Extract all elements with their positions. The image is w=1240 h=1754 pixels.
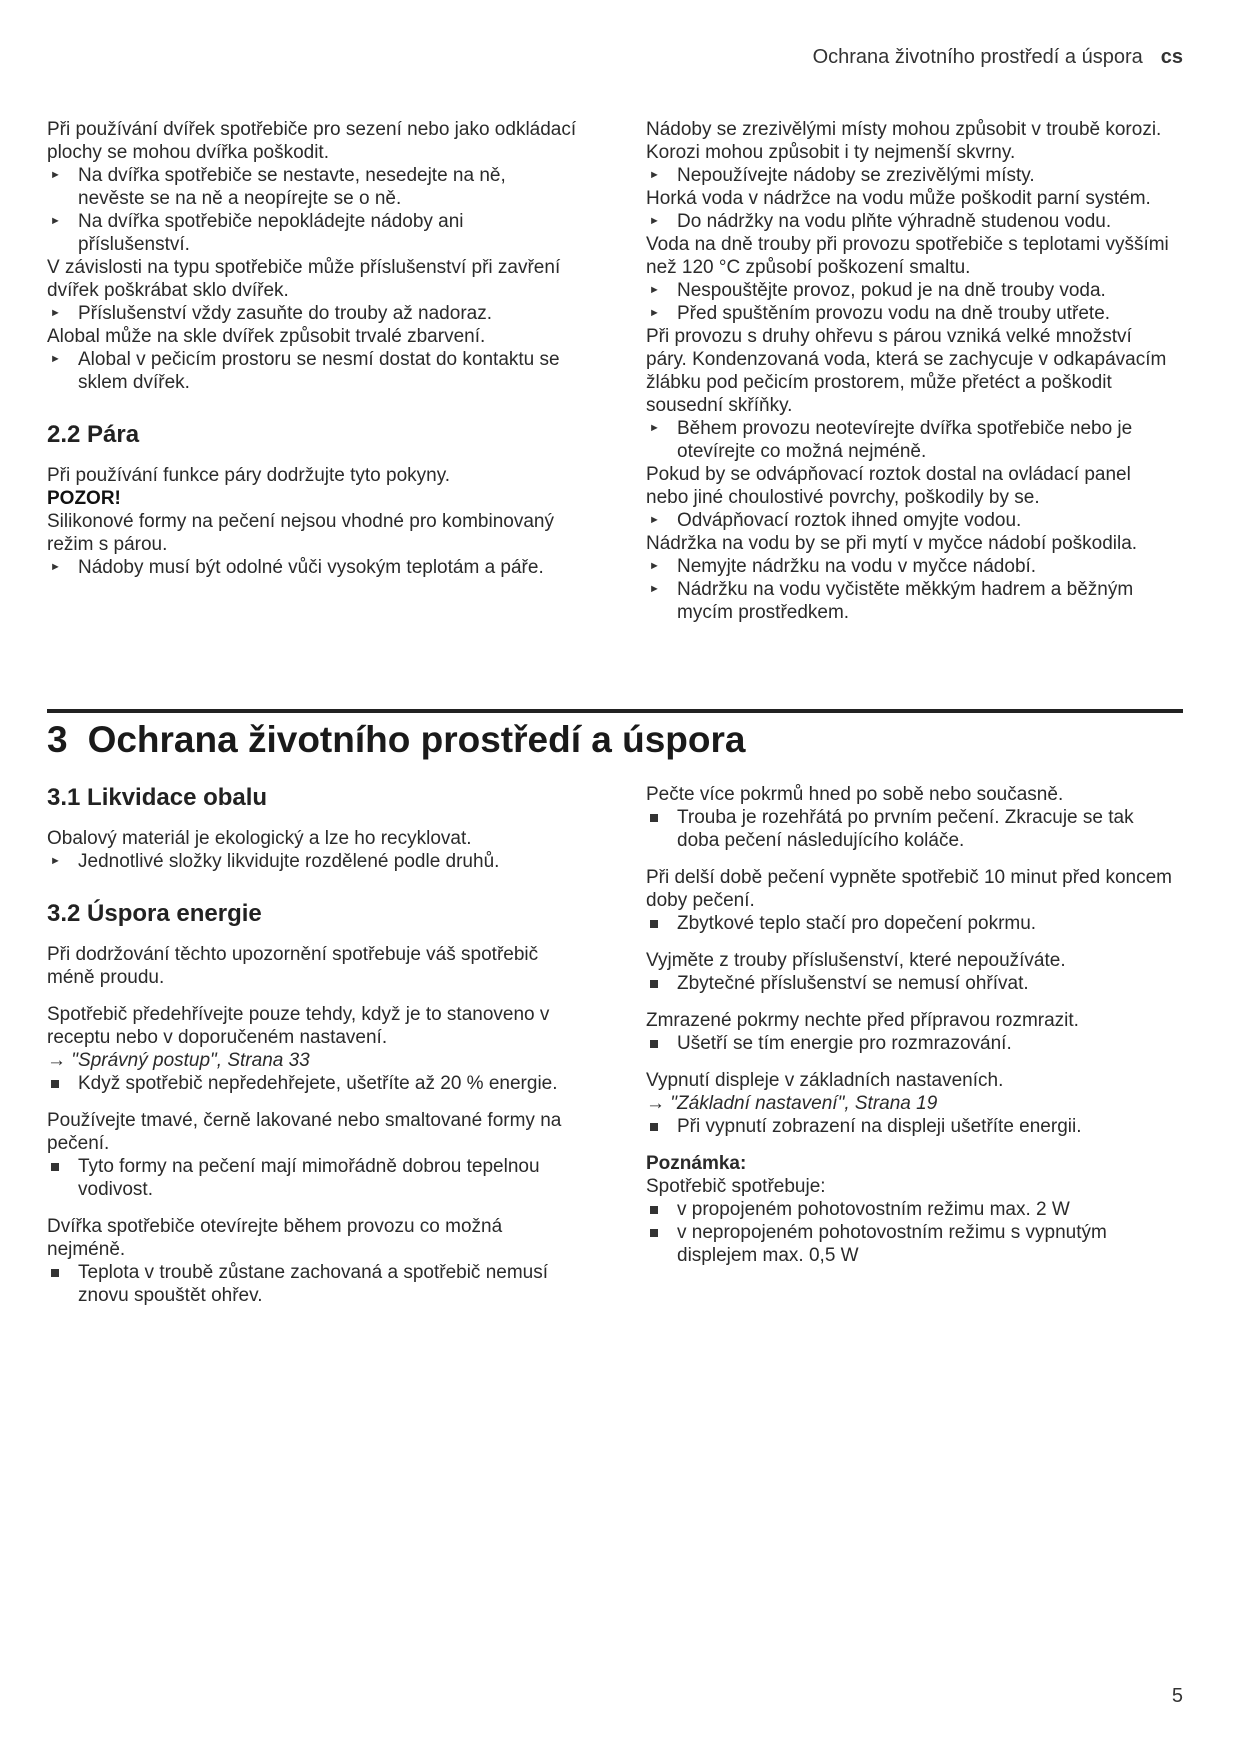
warning-label: POZOR!: [47, 488, 121, 509]
note-item: v nepropojeném pohotovostním režimu s vypnutým displejem max. 0,5 W: [646, 1221, 1176, 1267]
result-item: Ušetří se tím energie pro rozmrazování.: [646, 1032, 1176, 1055]
result-item: Trouba je rozehřátá po prvním pečení. Zkracuje se tak doba pečení následujícího koláče.: [646, 806, 1176, 852]
note-title: Poznámka:: [646, 1153, 747, 1174]
paragraph: Nádoby se zrezivělými místy mohou způsobit v troubě korozi. Korozi mohou způsobit i ty nejmenší skvrny.: [646, 119, 1162, 163]
paragraph: Při používání dvířek spotřebiče pro sezení nebo jako odkládací plochy se mohou dvířka poškodit.: [47, 119, 577, 163]
result-item: Při vypnutí zobrazení na displeji ušetříte energii.: [646, 1115, 1176, 1138]
instruction-item: ► Příslušenství vždy zasuňte do trouby až nadoraz.: [47, 302, 577, 325]
paragraph: V závislosti na typu spotřebiče může příslušenství při zavření dvířek poškrábat sklo dvířek.: [47, 257, 561, 301]
cross-reference-link[interactable]: → "Správný postup", Strana 33: [47, 1050, 310, 1071]
section-heading-para: 2.2 Pára: [47, 421, 140, 448]
paragraph: Horká voda v nádržce na vodu může poškodit parní systém.: [646, 188, 1151, 209]
instruction-item: ► Nádoby musí být odolné vůči vysokým teplotám a páře.: [47, 556, 577, 579]
instruction-item: ► Do nádržky na vodu plňte výhradně studenou vodu.: [646, 210, 1176, 233]
paragraph: Vypnutí displeje v základních nastaveních.: [646, 1070, 1004, 1091]
paragraph: Alobal může na skle dvířek způsobit trvalé zbarvení.: [47, 326, 486, 347]
instruction-item: ► Na dvířka spotřebiče se nestavte, nesedejte na ně, nevěste se na ně a neopírejte se o ně.: [47, 164, 577, 210]
section-heading-likvidace: 3.1 Likvidace obalu: [47, 784, 268, 811]
paragraph: Při dodržování těchto upozornění spotřebuje váš spotřebič méně proudu.: [47, 944, 539, 988]
chapter-title: Ochrana životního prostředí a úspora: [87, 719, 746, 760]
paragraph: Pokud by se odvápňovací roztok dostal na ovládací panel nebo jiné choulostivé povrchy, poškodily by se.: [646, 464, 1131, 508]
result-item: Když spotřebič nepředehřejete, ušetříte až 20 % energie.: [47, 1072, 577, 1095]
paragraph: Voda na dně trouby při provozu spotřebiče s teplotami vyššími než 120 °C způsobí poškození smaltu.: [646, 234, 1169, 278]
paragraph: Pečte více pokrmů hned po sobě nebo současně.: [646, 784, 1064, 805]
paragraph: Dvířka spotřebiče otevírejte během provozu co možná nejméně.: [47, 1216, 503, 1260]
instruction-item: ► Před spuštěním provozu vodu na dně trouby utřete.: [646, 302, 1176, 325]
instruction-item: ► Nepoužívejte nádoby se zrezivělými místy.: [646, 164, 1176, 187]
paragraph: Při používání funkce páry dodržujte tyto pokyny.: [47, 465, 451, 486]
section-heading-uspora: 3.2 Úspora energie: [47, 900, 262, 927]
paragraph: Používejte tmavé, černě lakované nebo smaltované formy na pečení.: [47, 1110, 562, 1154]
chapter-divider: [47, 709, 1183, 713]
top-right-column: [646, 118, 1176, 624]
paragraph: Spotřebič předehřívejte pouze tehdy, když je to stanoveno v receptu nebo v doporučeném nastavení.: [47, 1004, 550, 1048]
top-left-column: [47, 118, 577, 579]
result-item: Tyto formy na pečení mají mimořádně dobrou tepelnou vodivost.: [47, 1155, 577, 1201]
cross-reference-link[interactable]: → "Základní nastavení", Strana 19: [646, 1093, 938, 1114]
lower-left-column: [47, 783, 577, 1307]
note-item: v propojeném pohotovostním režimu max. 2 W: [646, 1198, 1176, 1221]
paragraph: Silikonové formy na pečení nejsou vhodné pro kombinovaný režim s párou.: [47, 511, 554, 555]
instruction-item: ► Během provozu neotevírejte dvířka spotřebiče nebo je otevírejte co možná nejméně.: [646, 417, 1176, 463]
instruction-item: ► Nádržku na vodu vyčistěte měkkým hadrem a běžným mycím prostředkem.: [646, 578, 1176, 624]
instruction-item: ► Nemyjte nádržku na vodu v myčce nádobí.: [646, 555, 1176, 578]
result-item: Teplota v troubě zůstane zachovaná a spotřebič nemusí znovu spouštět ohřev.: [47, 1261, 577, 1307]
lower-right-column: [646, 783, 1176, 1267]
paragraph: Při provozu s druhy ohřevu s párou vzniká velké množství páry. Kondenzovaná voda, která se zachycuje v odkapávacím žlábku pod pečicím prostorem, může přetéct a poškodit sousední skříňky.: [646, 326, 1167, 416]
result-item: Zbytečné příslušenství se nemusí ohřívat.: [646, 972, 1176, 995]
instruction-item: ► Na dvířka spotřebiče nepokládejte nádoby ani příslušenství.: [47, 210, 577, 256]
instruction-item: ► Nespouštějte provoz, pokud je na dně trouby voda.: [646, 279, 1176, 302]
paragraph: Vyjměte z trouby příslušenství, které nepoužíváte.: [646, 950, 1066, 971]
chapter-number: 3: [47, 719, 68, 760]
note-text: Spotřebič spotřebuje:: [646, 1176, 826, 1197]
header-section-title: Ochrana životního prostředí a úspora: [812, 46, 1143, 68]
instruction-item: ► Alobal v pečicím prostoru se nesmí dostat do kontaktu se sklem dvířek.: [47, 348, 577, 394]
paragraph: Obalový materiál je ekologický a lze ho recyklovat.: [47, 828, 472, 849]
language-code: cs: [1160, 46, 1183, 68]
paragraph: Při delší době pečení vypněte spotřebič 10 minut před koncem doby pečení.: [646, 867, 1172, 911]
paragraph: Zmrazené pokrmy nechte před přípravou rozmrazit.: [646, 1010, 1079, 1031]
chapter-heading: [47, 718, 745, 762]
instruction-item: ► Jednotlivé složky likvidujte rozdělené podle druhů.: [47, 850, 577, 873]
instruction-item: ► Odvápňovací roztok ihned omyjte vodou.: [646, 509, 1176, 532]
page-number: 5: [1171, 1685, 1183, 1707]
result-item: Zbytkové teplo stačí pro dopečení pokrmu.: [646, 912, 1176, 935]
running-header: [813, 46, 1183, 69]
paragraph: Nádržka na vodu by se při mytí v myčce nádobí poškodila.: [646, 533, 1138, 554]
